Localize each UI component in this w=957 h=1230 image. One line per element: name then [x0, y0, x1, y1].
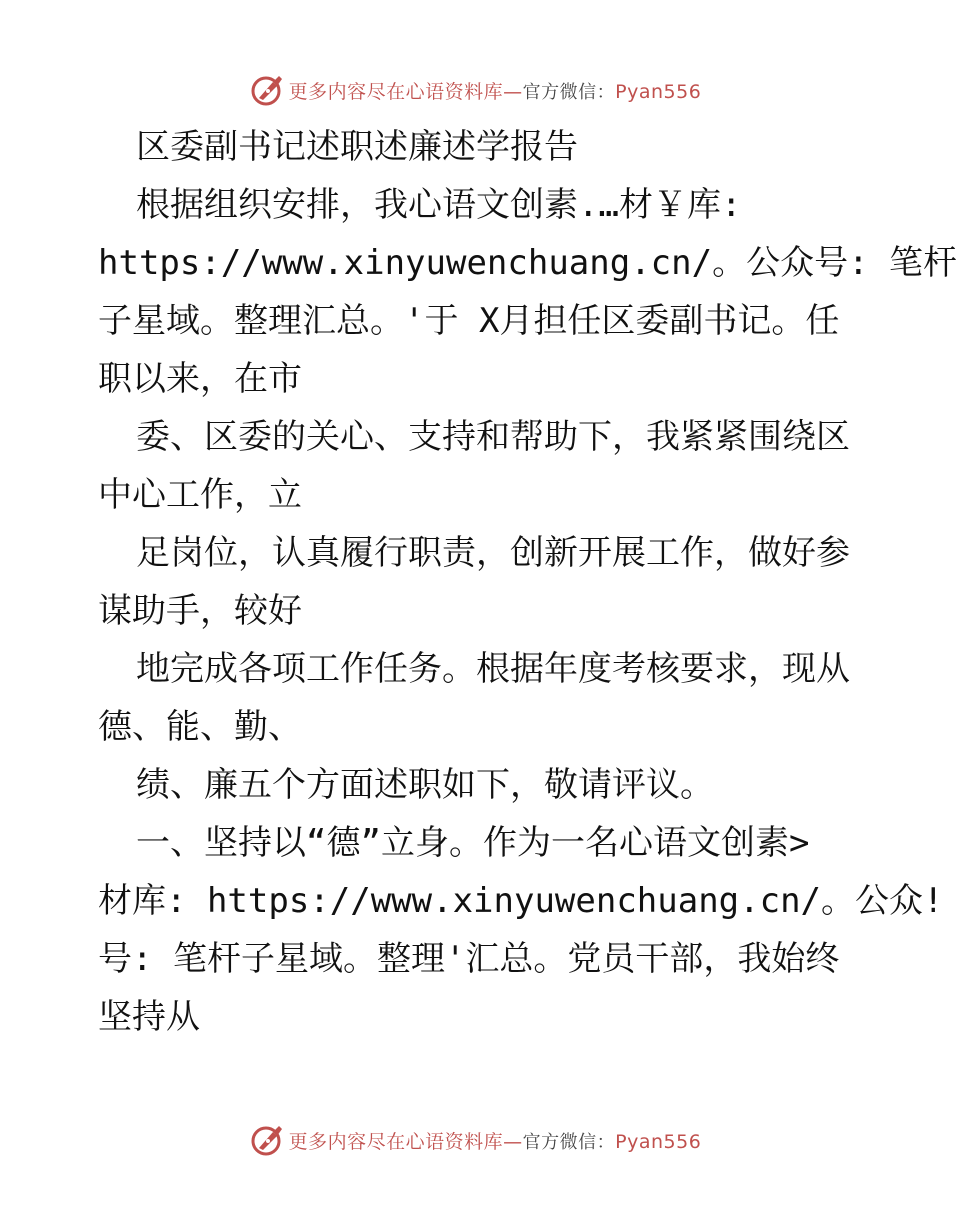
paragraph-line: 中心工作，立 — [98, 475, 302, 515]
paragraph-line: 坚持从 — [98, 997, 200, 1037]
document-title: 区委副书记述职述廉述学报告 — [136, 127, 578, 167]
watermark-wechat-label: 官方微信： — [522, 81, 616, 103]
watermark-wechat-id: Pyan556 — [615, 1130, 702, 1153]
watermark-dash: — — [503, 1130, 523, 1153]
watermark-text — [289, 77, 702, 104]
pen-nib-circle-icon — [249, 1122, 285, 1158]
watermark-brand: 更多内容尽在心语资料库 — [288, 1130, 504, 1153]
paragraph-line: 委、区委的关心、支持和帮助下，我紧紧围绕区 — [136, 417, 850, 457]
watermark-text — [289, 1127, 702, 1154]
paragraph-line: 地完成各项工作任务。根据年度考核要求，现从 — [136, 649, 850, 689]
paragraph-line: https://www.xinyuwenchuang.cn/。公众号: 笔杆 — [98, 243, 957, 283]
watermark-banner-top — [0, 70, 950, 110]
paragraph-line: 材库: https://www.xinyuwenchuang.cn/。公众! — [98, 881, 944, 921]
pen-nib-circle-icon — [249, 72, 285, 108]
watermark-wechat-id: Pyan556 — [615, 80, 702, 103]
document-body — [98, 118, 957, 1046]
paragraph-line: 一、坚持以“德”立身。作为一名心语文创素> — [136, 823, 810, 863]
paragraph-line: 德、能、勤、 — [98, 707, 302, 747]
watermark-dash: — — [503, 80, 523, 103]
watermark-wechat-label: 官方微信： — [522, 1131, 616, 1153]
paragraph-line: 职以来，在市 — [98, 359, 302, 399]
paragraph-line: 足岗位，认真履行职责，创新开展工作，做好参 — [136, 533, 850, 573]
watermark-brand: 更多内容尽在心语资料库 — [288, 80, 504, 103]
paragraph-line: 子星域。整理汇总。'于 X月担任区委副书记。任 — [98, 301, 840, 341]
watermark-banner-bottom — [0, 1120, 950, 1160]
paragraph-line: 根据组织安排，我心语文创素.…材￥库: — [136, 185, 742, 225]
paragraph-line: 号: 笔杆子星域。整理'汇总。党员干部，我始终 — [98, 939, 840, 979]
paragraph-line: 绩、廉五个方面述职如下，敬请评议。 — [136, 765, 714, 805]
paragraph-line: 谋助手，较好 — [98, 591, 302, 631]
